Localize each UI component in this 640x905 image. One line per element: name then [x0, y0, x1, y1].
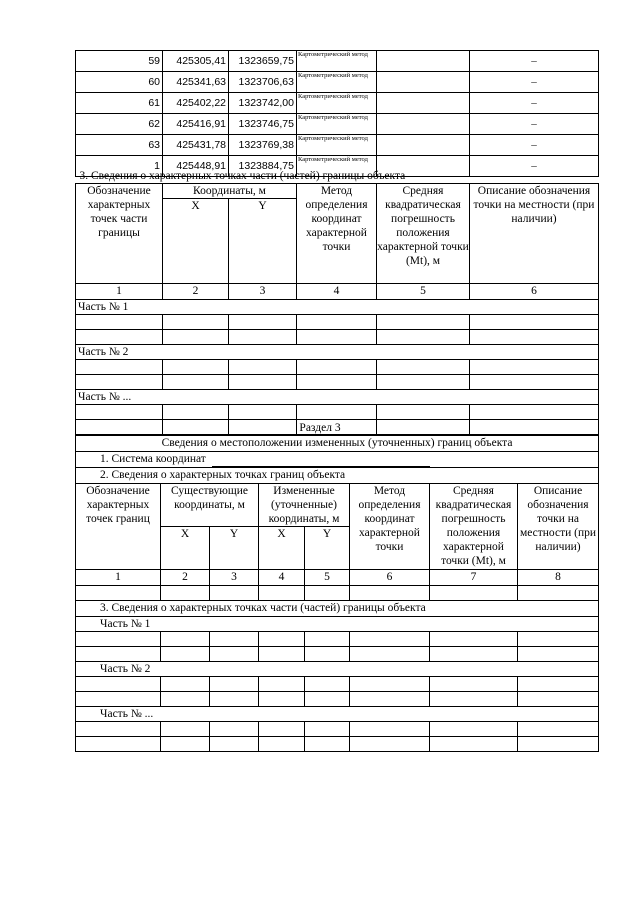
header-coords: Координаты, м	[163, 184, 297, 199]
coordinate-row	[76, 72, 599, 93]
coord-y: 1323746,75	[229, 114, 297, 135]
col-num: 1	[76, 284, 163, 300]
error-cell	[377, 135, 470, 156]
part-label: Часть № ...	[76, 390, 599, 405]
part-label: Часть № 1	[76, 617, 599, 632]
subsection-title: 3. Сведения о характерных точках части (частей) границы объекта	[76, 601, 599, 617]
part-label: Часть № ...	[76, 707, 599, 722]
coord-x: 425341,63	[163, 72, 229, 93]
description: –	[470, 156, 599, 177]
description: –	[470, 51, 599, 72]
point-number: 63	[76, 135, 163, 156]
point-number: 62	[76, 114, 163, 135]
point-number: 61	[76, 93, 163, 114]
col-num: 8	[518, 570, 599, 586]
coord-system-field[interactable]	[212, 454, 430, 467]
col-num: 6	[470, 284, 599, 300]
point-number: 60	[76, 72, 163, 93]
header-y: Y	[305, 527, 350, 570]
header-y: Y	[210, 527, 259, 570]
header-point: Обозначение характерных точек части границы	[76, 184, 163, 284]
changed-boundaries-table	[75, 435, 599, 752]
method: Картометрический метод	[297, 114, 377, 135]
coord-x: 425416,91	[163, 114, 229, 135]
col-num: 5	[377, 284, 470, 300]
method: Картометрический метод	[297, 135, 377, 156]
coord-x: 425305,41	[163, 51, 229, 72]
col-num: 4	[259, 570, 305, 586]
description: –	[470, 114, 599, 135]
method: Картометрический метод	[297, 156, 377, 177]
coord-y: 1323742,00	[229, 93, 297, 114]
method: Картометрический метод	[297, 93, 377, 114]
col-num: 2	[163, 284, 229, 300]
header-x: X	[259, 527, 305, 570]
part-points-table	[75, 170, 599, 435]
method: Картометрический метод	[297, 51, 377, 72]
header-desc: Описание обозначения точки на местности (при наличии)	[470, 184, 599, 284]
description: –	[470, 135, 599, 156]
section-heading: Раздел 3	[299, 422, 341, 434]
part-label: Часть № 1	[76, 300, 599, 315]
header-desc: Описание обозначения точки на местности (при наличии)	[518, 484, 599, 570]
header-error: Средняя квадратическая погрешность положения характерной точки (Mt), м	[377, 184, 470, 284]
coord-y: 1323706,63	[229, 72, 297, 93]
coord-x: 425448,91	[163, 156, 229, 177]
header-method: Метод определения координат характерной точки	[350, 484, 430, 570]
coordinate-row	[76, 114, 599, 135]
col-num: 6	[350, 570, 430, 586]
error-cell	[377, 51, 470, 72]
subsection-title: 2. Сведения о характерных точках границ объекта	[76, 468, 599, 484]
coordinate-row	[76, 51, 599, 72]
header-y: Y	[229, 199, 297, 284]
coord-system-label: 1. Система координат	[100, 453, 206, 465]
part-label: Часть № 2	[76, 662, 599, 677]
coord-y: 1323884,75	[229, 156, 297, 177]
header-point: Обозначение характерных точек границ	[76, 484, 161, 570]
col-num: 7	[430, 570, 518, 586]
part-label: Часть № 2	[76, 345, 599, 360]
coord-y: 1323769,38	[229, 135, 297, 156]
col-num: 1	[76, 570, 161, 586]
method: Картометрический метод	[297, 72, 377, 93]
error-cell	[377, 72, 470, 93]
col-num: 2	[161, 570, 210, 586]
section-title: 3. Сведения о характерных точках части (частей) границы объекта	[76, 170, 599, 184]
section-title: Сведения о местоположении измененных (уточненных) границ объекта	[76, 436, 599, 452]
col-num: 4	[297, 284, 377, 300]
col-num: 5	[305, 570, 350, 586]
description: –	[470, 93, 599, 114]
coordinates-table	[75, 50, 599, 177]
coord-x: 425402,22	[163, 93, 229, 114]
description: –	[470, 72, 599, 93]
col-num: 3	[229, 284, 297, 300]
point-number: 1	[76, 156, 163, 177]
header-method: Метод определения координат характерной точки	[297, 184, 377, 284]
col-num: 3	[210, 570, 259, 586]
error-cell	[377, 114, 470, 135]
header-changed: Измененные (уточненные) координаты, м	[259, 484, 350, 527]
coord-y: 1323659,75	[229, 51, 297, 72]
header-x: X	[161, 527, 210, 570]
header-existing: Существующие координаты, м	[161, 484, 259, 527]
coordinate-row	[76, 93, 599, 114]
header-x: X	[163, 199, 229, 284]
coord-x: 425431,78	[163, 135, 229, 156]
error-cell	[377, 93, 470, 114]
header-error: Средняя квадратическая погрешность положения характерной точки (Mt), м	[430, 484, 518, 570]
point-number: 59	[76, 51, 163, 72]
coordinate-row	[76, 135, 599, 156]
